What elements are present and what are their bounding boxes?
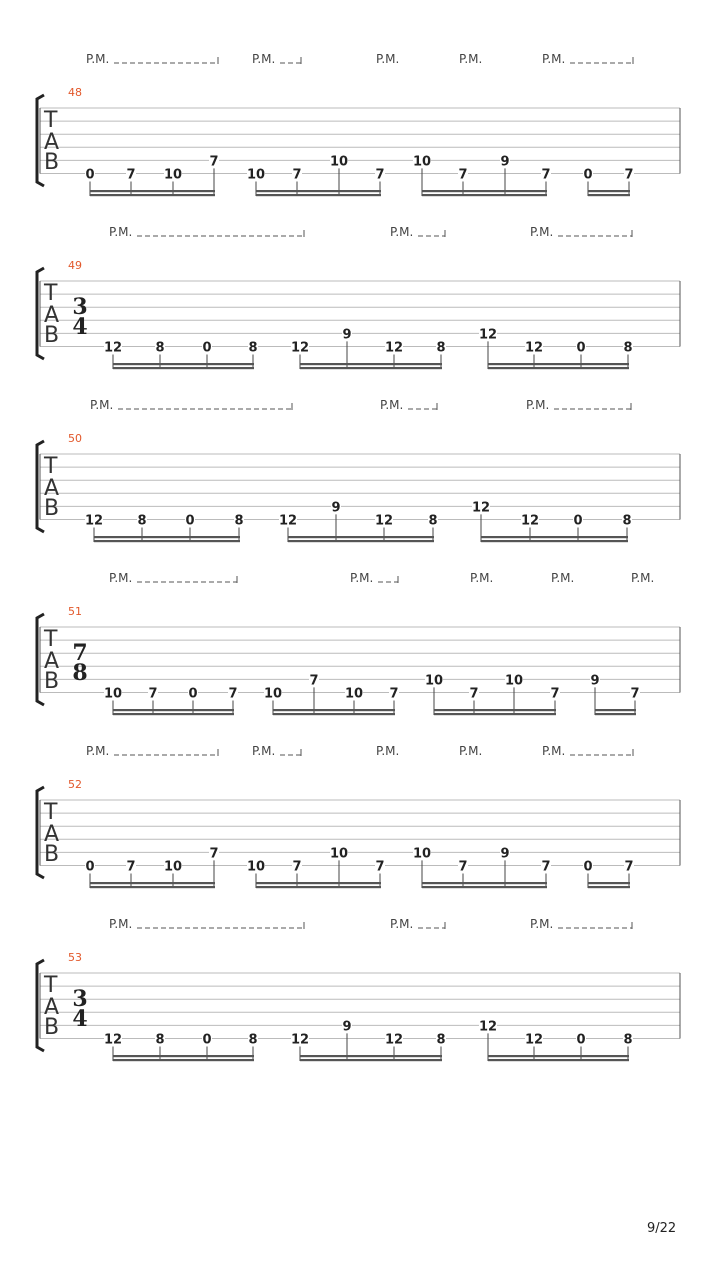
palm-mute-label: P.M. [631, 571, 655, 585]
time-signature-top: 3 [72, 294, 88, 320]
fret-number: 9 [342, 1019, 352, 1035]
beam-secondary [94, 540, 240, 542]
fret-number: 0 [85, 167, 95, 183]
fret-number: 7 [148, 686, 158, 702]
measure-number: 50 [68, 432, 82, 445]
fret-number: 12 [84, 513, 104, 529]
tab-clef-letter: A [44, 130, 60, 155]
fret-number: 12 [524, 340, 544, 356]
fret-number: 7 [375, 167, 385, 183]
fret-number: 8 [623, 1032, 633, 1048]
palm-mute-label: P.M. [109, 225, 133, 239]
fret-number: 8 [622, 513, 632, 529]
beam-primary [273, 709, 395, 711]
staff-system [37, 744, 680, 888]
fret-number: 12 [384, 340, 404, 356]
beam-secondary [90, 194, 215, 196]
beam-secondary [90, 886, 215, 888]
fret-number: 12 [103, 1032, 123, 1048]
palm-mute-label: P.M. [390, 225, 414, 239]
beam-secondary [113, 367, 254, 369]
beam-primary [113, 363, 254, 365]
fret-number: 12 [384, 1032, 404, 1048]
measure-number: 49 [68, 259, 82, 272]
palm-mute-label: P.M. [90, 398, 114, 412]
beam-primary [434, 709, 556, 711]
fret-number: 7 [624, 859, 634, 875]
palm-mute-label: P.M. [459, 52, 483, 66]
fret-number: 7 [630, 686, 640, 702]
beam-secondary [288, 540, 434, 542]
palm-mute-label: P.M. [380, 398, 404, 412]
fret-number: 7 [228, 686, 238, 702]
palm-mute-label: P.M. [86, 52, 110, 66]
staff-system [37, 917, 680, 1061]
fret-number: 8 [436, 1032, 446, 1048]
beam-primary [588, 882, 630, 884]
beam-secondary [595, 713, 636, 715]
tab-clef-letter: B [44, 842, 60, 867]
fret-number: 10 [329, 846, 349, 862]
palm-mute-label: P.M. [542, 744, 566, 758]
fret-number: 7 [624, 167, 634, 183]
beam-secondary [300, 1059, 442, 1061]
beam-secondary [422, 886, 547, 888]
fret-number: 7 [209, 846, 219, 862]
fret-number: 0 [202, 340, 212, 356]
fret-number: 0 [185, 513, 195, 529]
palm-mute-label: P.M. [551, 571, 575, 585]
fret-number: 7 [550, 686, 560, 702]
fret-number: 10 [412, 154, 432, 170]
fret-number: 12 [290, 1032, 310, 1048]
fret-number: 10 [163, 859, 183, 875]
fret-number: 10 [163, 167, 183, 183]
fret-number: 8 [234, 513, 244, 529]
fret-number: 7 [209, 154, 219, 170]
palm-mute-label: P.M. [390, 917, 414, 931]
palm-mute-label: P.M. [530, 225, 554, 239]
time-signature-bottom: 4 [72, 1006, 88, 1032]
fret-number: 9 [500, 154, 510, 170]
tab-clef-letter: B [44, 496, 60, 521]
fret-number: 10 [263, 686, 283, 702]
fret-number: 7 [292, 859, 302, 875]
fret-number: 9 [331, 500, 341, 516]
beam-primary [300, 363, 442, 365]
tab-clef-letter: A [44, 649, 60, 674]
palm-mute-label: P.M. [376, 52, 400, 66]
tab-clef-letter: B [44, 1015, 60, 1040]
beam-primary [113, 1055, 254, 1057]
beam-secondary [488, 1059, 629, 1061]
beam-primary [488, 363, 629, 365]
fret-number: 10 [246, 167, 266, 183]
fret-number: 8 [248, 1032, 258, 1048]
tab-clef-letter: T [44, 454, 58, 479]
palm-mute-label: P.M. [470, 571, 494, 585]
fret-number: 9 [590, 673, 600, 689]
page-number: 9/22 [647, 1221, 677, 1236]
fret-number: 12 [103, 340, 123, 356]
time-signature-top: 7 [72, 640, 88, 666]
fret-number: 12 [478, 1019, 498, 1035]
fret-number: 0 [202, 1032, 212, 1048]
tab-clef-letter: A [44, 822, 60, 847]
fret-number: 0 [85, 859, 95, 875]
tab-clef-letter: B [44, 323, 60, 348]
fret-number: 12 [278, 513, 298, 529]
tab-clef-letter: T [44, 973, 58, 998]
palm-mute-label: P.M. [350, 571, 374, 585]
fret-number: 0 [576, 340, 586, 356]
fret-number: 10 [412, 846, 432, 862]
beam-secondary [273, 713, 395, 715]
fret-number: 7 [126, 859, 136, 875]
fret-number: 7 [375, 859, 385, 875]
beam-primary [94, 536, 240, 538]
time-signature-bottom: 4 [72, 314, 88, 340]
fret-number: 10 [329, 154, 349, 170]
beam-primary [288, 536, 434, 538]
beam-secondary [256, 194, 381, 196]
beam-primary [422, 882, 547, 884]
beam-secondary [488, 367, 629, 369]
beam-primary [90, 190, 215, 192]
palm-mute-label: P.M. [86, 744, 110, 758]
fret-number: 8 [155, 1032, 165, 1048]
beam-secondary [481, 540, 628, 542]
beam-primary [488, 1055, 629, 1057]
fret-number: 7 [389, 686, 399, 702]
palm-mute-label: P.M. [109, 917, 133, 931]
fret-number: 10 [103, 686, 123, 702]
fret-number: 12 [478, 327, 498, 343]
beam-secondary [434, 713, 556, 715]
palm-mute-label: P.M. [530, 917, 554, 931]
beam-primary [256, 882, 381, 884]
beam-secondary [113, 713, 234, 715]
palm-mute-label: P.M. [252, 744, 276, 758]
tab-clef-letter: T [44, 108, 58, 133]
fret-number: 7 [309, 673, 319, 689]
palm-mute-label: P.M. [459, 744, 483, 758]
palm-mute-label: P.M. [376, 744, 400, 758]
beam-primary [595, 709, 636, 711]
tab-clef-letter: A [44, 476, 60, 501]
beam-secondary [588, 194, 630, 196]
fret-number: 7 [292, 167, 302, 183]
fret-number: 7 [458, 167, 468, 183]
fret-number: 9 [500, 846, 510, 862]
tab-clef-letter: T [44, 627, 58, 652]
tab-clef-letter: B [44, 669, 60, 694]
fret-number: 0 [576, 1032, 586, 1048]
tab-clef-letter: A [44, 995, 60, 1020]
measure-number: 52 [68, 778, 82, 791]
beam-secondary [256, 886, 381, 888]
fret-number: 7 [458, 859, 468, 875]
fret-number: 0 [573, 513, 583, 529]
fret-number: 12 [290, 340, 310, 356]
fret-number: 7 [469, 686, 479, 702]
tab-clef-letter: T [44, 281, 58, 306]
beam-primary [481, 536, 628, 538]
staff-system [37, 52, 680, 196]
beam-secondary [588, 886, 630, 888]
palm-mute-label: P.M. [542, 52, 566, 66]
fret-number: 12 [520, 513, 540, 529]
fret-number: 8 [137, 513, 147, 529]
time-signature-top: 3 [72, 986, 88, 1012]
beam-primary [422, 190, 547, 192]
fret-number: 0 [583, 859, 593, 875]
staff-system [37, 571, 680, 715]
fret-number: 7 [541, 859, 551, 875]
fret-number: 8 [428, 513, 438, 529]
beam-secondary [300, 367, 442, 369]
tab-clef-letter: T [44, 800, 58, 825]
fret-number: 0 [188, 686, 198, 702]
beam-primary [90, 882, 215, 884]
fret-number: 8 [155, 340, 165, 356]
fret-number: 8 [623, 340, 633, 356]
fret-number: 10 [344, 686, 364, 702]
beam-secondary [113, 1059, 254, 1061]
fret-number: 12 [524, 1032, 544, 1048]
tab-clef-letter: A [44, 303, 60, 328]
measure-number: 53 [68, 951, 82, 964]
measure-number: 51 [68, 605, 82, 618]
fret-number: 12 [471, 500, 491, 516]
staff-system [37, 225, 680, 369]
beam-primary [256, 190, 381, 192]
fret-number: 12 [374, 513, 394, 529]
fret-number: 10 [424, 673, 444, 689]
fret-number: 10 [504, 673, 524, 689]
fret-number: 8 [436, 340, 446, 356]
fret-number: 9 [342, 327, 352, 343]
beam-primary [113, 709, 234, 711]
fret-number: 7 [126, 167, 136, 183]
fret-number: 10 [246, 859, 266, 875]
fret-number: 8 [248, 340, 258, 356]
beam-primary [588, 190, 630, 192]
beam-secondary [422, 194, 547, 196]
palm-mute-label: P.M. [252, 52, 276, 66]
tab-clef-letter: B [44, 150, 60, 175]
fret-number: 7 [541, 167, 551, 183]
measure-number: 48 [68, 86, 82, 99]
beam-primary [300, 1055, 442, 1057]
fret-number: 0 [583, 167, 593, 183]
palm-mute-label: P.M. [526, 398, 550, 412]
time-signature-bottom: 8 [72, 660, 88, 686]
staff-system [37, 398, 680, 542]
palm-mute-label: P.M. [109, 571, 133, 585]
